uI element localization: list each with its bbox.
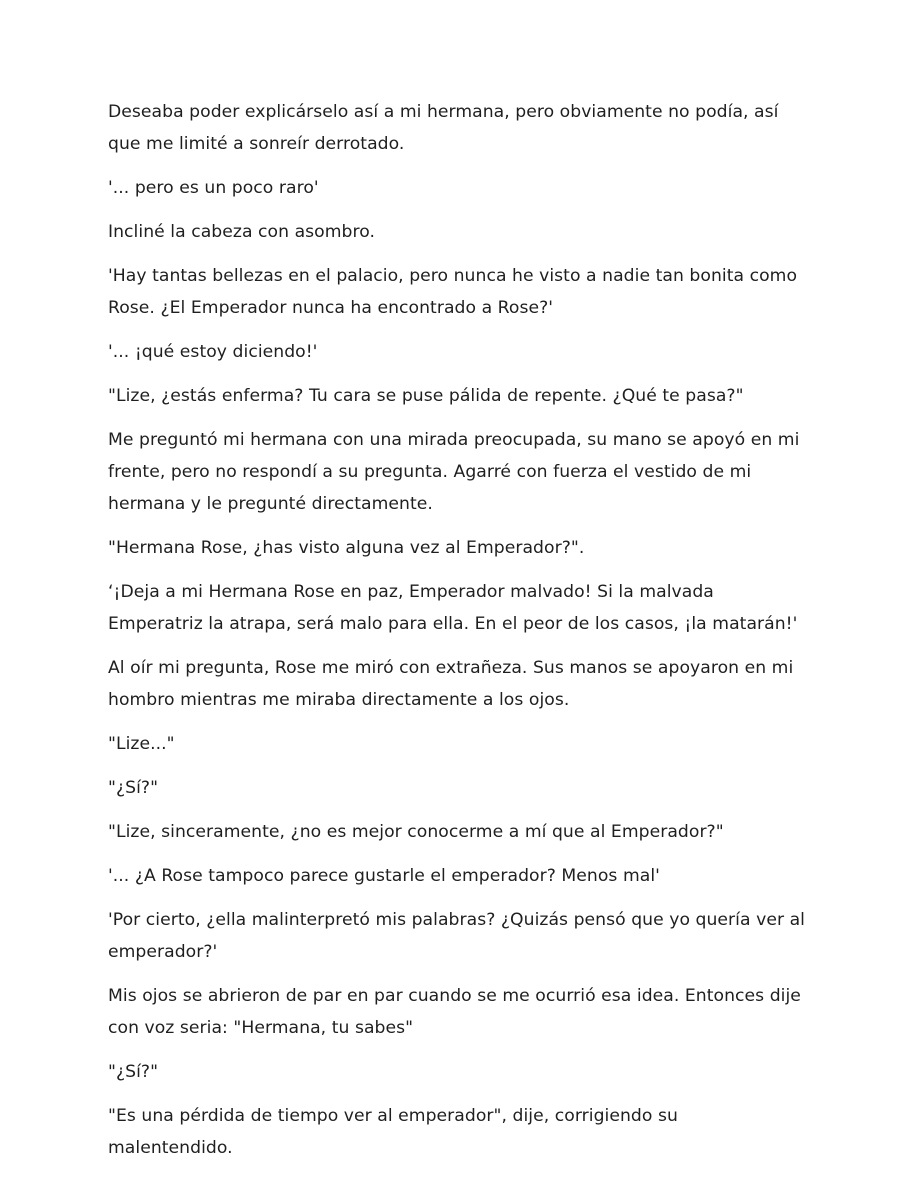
paragraph: '... pero es un poco raro' <box>108 178 319 198</box>
paragraph: "Es una pérdida de tiempo ver al emperador", dije, corrigiendo su malentendido. <box>108 1106 678 1158</box>
paragraph: ‘¡Deja a mi Hermana Rose en paz, Emperador malvado! Si la malvada Emperatriz la atrapa, será malo para ella. En el peor de los casos, ¡la matarán!' <box>108 582 798 634</box>
paragraph: '... ¡qué estoy diciendo!' <box>108 342 318 362</box>
paragraph: 'Por cierto, ¿ella malinterpretó mis palabras? ¿Quizás pensó que yo quería ver al emperador?' <box>108 910 805 962</box>
paragraph: Me preguntó mi hermana con una mirada preocupada, su mano se apoyó en mi frente, pero no respondí a su pregunta. Agarré con fuerza el vestido de mi hermana y le pregunté directamente. <box>108 430 800 514</box>
paragraph: Incliné la cabeza con asombro. <box>108 222 375 242</box>
paragraph: '... ¿A Rose tampoco parece gustarle el emperador? Menos mal' <box>108 866 660 886</box>
paragraph: "Lize, sinceramente, ¿no es mejor conocerme a mí que al Emperador?" <box>108 822 724 842</box>
paragraph: Deseaba poder explicárselo así a mi hermana, pero obviamente no podía, así que me limité a sonreír derrotado. <box>108 102 779 154</box>
paragraph: Al oír mi pregunta, Rose me miró con extrañeza. Sus manos se apoyaron en mi hombro mientras me miraba directamente a los ojos. <box>108 658 794 710</box>
paragraph: "Lize, ¿estás enferma? Tu cara se puse pálida de repente. ¿Qué te pasa?" <box>108 386 744 406</box>
paragraph: "¿Sí?" <box>108 778 159 798</box>
paragraph: "Hermana Rose, ¿has visto alguna vez al Emperador?". <box>108 538 585 558</box>
paragraph: 'Hay tantas bellezas en el palacio, pero nunca he visto a nadie tan bonita como Rose. ¿El Emperador nunca ha encontrado a Rose?' <box>108 266 798 318</box>
paragraph: "Lize..." <box>108 734 175 754</box>
paragraph: "¿Sí?" <box>108 1062 159 1082</box>
text-column <box>108 96 808 1164</box>
paragraph: Mis ojos se abrieron de par en par cuando se me ocurrió esa idea. Entonces dije con voz seria: "Hermana, tu sabes" <box>108 986 801 1038</box>
